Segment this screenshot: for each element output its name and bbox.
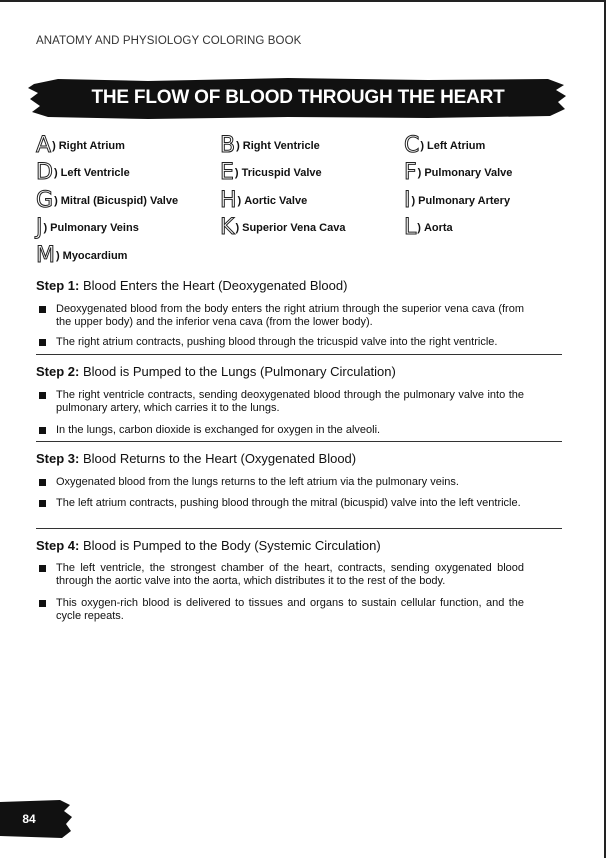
step-2-bullet-2: [56, 424, 524, 437]
legend-letter: H: [220, 188, 237, 213]
running-head: ANATOMY AND PHYSIOLOGY COLORING BOOK: [36, 35, 302, 47]
legend-label: Pulmonary Veins: [50, 222, 139, 234]
bullet-text: This oxygen-rich blood is delivered to tissues and organs to sustain cellular function, and the cycle repeats.: [56, 597, 524, 622]
step-1-bullet-2: [56, 336, 524, 349]
legend-item-i: [404, 189, 510, 213]
legend-letter: M: [36, 243, 55, 268]
legend-item-c: [404, 134, 485, 158]
step-label: Step 3:: [36, 451, 80, 466]
legend-item-e: [220, 161, 322, 185]
legend-paren: ): [52, 140, 56, 152]
legend-label: Right Atrium: [58, 140, 125, 152]
legend-letter: L: [404, 215, 417, 240]
step-title: Blood Enters the Heart (Deoxygenated Blood): [79, 278, 348, 293]
step-4-bullet-2: [56, 597, 524, 623]
legend-paren: ): [420, 140, 425, 152]
section-divider: [36, 354, 562, 355]
legend-label: Aortic Valve: [244, 195, 308, 207]
step-title: Blood Returns to the Heart (Oxygenated Blood): [79, 451, 357, 466]
bullet-text: The right atrium contracts, pushing blood through the tricuspid valve into the right ventricle.: [56, 336, 498, 348]
step-1-heading: [36, 277, 562, 295]
step-1-bullet-1: [56, 303, 524, 329]
page-title: THE FLOW OF BLOOD THROUGH THE HEART: [91, 87, 505, 108]
legend-label: Left Atrium: [427, 140, 486, 152]
bullet-text: In the lungs, carbon dioxide is exchanged for oxygen in the alveoli.: [56, 424, 381, 436]
bullet-square-icon: [39, 427, 46, 434]
legend-item-k: [220, 216, 345, 240]
section-divider: [36, 441, 562, 442]
legend-item-g: [36, 189, 178, 213]
step-label: Step 1:: [36, 278, 80, 293]
legend-paren: ): [234, 167, 239, 179]
legend-label: Tricuspid Valve: [241, 167, 322, 179]
bullet-square-icon: [39, 479, 46, 486]
step-3-bullet-2: [56, 497, 524, 510]
legend-label: Superior Vena Cava: [242, 222, 346, 234]
bullet-text: Deoxygenated blood from the body enters the right atrium through the superior vena cava (from the upper body) and the inferior vena cava (from the lower body).: [56, 303, 524, 328]
bullet-text: The left ventricle, the strongest chamber of the heart, contracts, sending oxygenated blood through the aortic valve into the aorta, which distributes it to the rest of the body.: [56, 562, 524, 587]
legend-item-j: [36, 216, 139, 240]
step-2-heading: [36, 363, 562, 381]
legend-letter: F: [404, 160, 417, 185]
legend-paren: ): [411, 195, 416, 207]
step-2-bullet-1: [56, 389, 524, 415]
bullet-square-icon: [39, 565, 46, 572]
legend-letter: C: [404, 133, 420, 158]
step-3-heading: [36, 450, 562, 468]
legend-item-l: [404, 216, 453, 240]
page-number-tab: [0, 800, 72, 838]
legend-item-h: [220, 189, 307, 213]
legend-paren: ): [236, 140, 240, 152]
section-divider: [36, 528, 562, 529]
legend-item-b: [220, 134, 320, 158]
legend-paren: ): [237, 195, 242, 207]
legend-label: Right Ventricle: [242, 140, 320, 152]
legend-label: Mitral (Bicuspid) Valve: [60, 195, 179, 207]
bullet-square-icon: [39, 500, 46, 507]
legend-label: Myocardium: [62, 250, 128, 262]
legend-letter: G: [36, 188, 54, 213]
bullet-text: Oxygenated blood from the lungs returns to the left atrium via the pulmonary veins.: [56, 476, 459, 488]
bullet-square-icon: [39, 392, 46, 399]
legend-paren: ): [53, 167, 58, 179]
legend-item-a: [36, 134, 125, 158]
bullet-text: The left atrium contracts, pushing blood through the mitral (bicuspid) valve into the left ventricle.: [56, 497, 521, 509]
legend-paren: ): [55, 250, 60, 262]
title-banner: [28, 76, 568, 120]
legend-label: Left Ventricle: [60, 167, 130, 179]
step-title: Blood is Pumped to the Lungs (Pulmonary Circulation): [79, 364, 396, 379]
legend-paren: ): [417, 222, 421, 234]
legend-letter: B: [220, 133, 236, 158]
legend-label: Aorta: [423, 222, 453, 234]
bullet-text: The right ventricle contracts, sending deoxygenated blood through the pulmonary valve into the pulmonary artery, which carries it to the lungs.: [56, 389, 524, 414]
step-4-bullet-1: [56, 562, 524, 588]
legend-paren: ): [235, 222, 240, 234]
step-label: Step 2:: [36, 364, 80, 379]
legend-label: Pulmonary Valve: [424, 167, 513, 179]
step-3-bullet-1: [56, 476, 524, 489]
bullet-square-icon: [39, 306, 46, 313]
step-4-heading: [36, 537, 562, 555]
legend-paren: ): [54, 195, 58, 207]
legend-item-m: [36, 244, 127, 268]
legend-letter: I: [404, 188, 411, 213]
legend-letter: E: [220, 160, 234, 185]
bullet-square-icon: [39, 339, 46, 346]
legend-item-d: [36, 161, 130, 185]
legend-letter: D: [36, 160, 53, 185]
legend-paren: ): [417, 167, 422, 179]
legend-letter: K: [220, 215, 235, 240]
legend-label: Pulmonary Artery: [418, 195, 511, 207]
step-label: Step 4:: [36, 538, 80, 553]
bullet-square-icon: [39, 600, 46, 607]
legend-letter: A: [36, 133, 52, 158]
legend-paren: ): [43, 222, 48, 234]
step-title: Blood is Pumped to the Body (Systemic Circulation): [79, 538, 381, 553]
legend-item-f: [404, 161, 512, 185]
legend-letter: J: [36, 215, 43, 240]
top-border: [0, 0, 606, 2]
page-number: 84: [22, 812, 36, 826]
